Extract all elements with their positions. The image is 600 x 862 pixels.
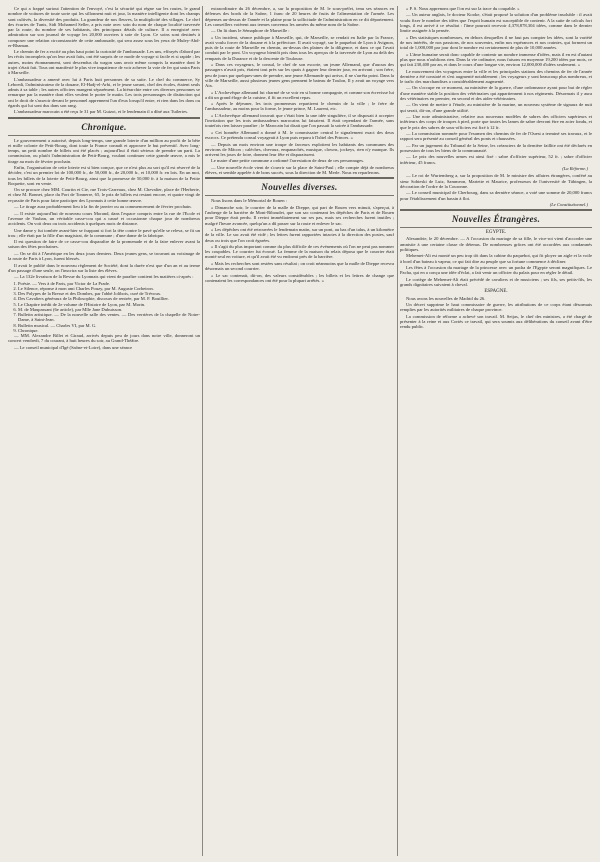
article-paragraph: « Dimanche soir, le courrier de la malle de Dieppe, qui part de Rouen vers minuit, s'aperçut, à l'auberge de la barrière de Mont-Riboudet, que son sac contenant les dépêches de Paris et de Rouen pour Dieppe était perdu. Il revint immédiatement sur ses pas, mais ses recherches furent inutiles ; malgré l'heure avancée, quelqu'un a dû passer sur la route et enlever le sac.	[205, 204, 394, 226]
article-paragraph: — Depuis un mois environ une troupe de farceurs exploitent les habitants des communes des environs de Mâcon ; calèches, chevaux, empanachés, musique, clowns, jockeys, rien n'y manque. Ils arrivent les jours de foire, donnent leur fête et disparaissent.	[205, 141, 394, 157]
list-item: 7. Bulletin artistique. — De la nouvelle salle des ventes. — Des verrières de la chapelle de Notre-Dame, à Saint-Jean.	[18, 312, 200, 323]
list-item: 6. M. de Maupassant (6e article), par Mlle Jane Dubuisson.	[18, 307, 200, 312]
article-paragraph: — Un auteur anglais, le docteur Kooke, s'était proposé la solution d'un problème insoluble : il avait voulu fixer le nombre des idées que l'esprit humain est susceptible de contenir. A la suite de calculs fort longs, il est arrivé à ce résultat : l'âme pourrait recevoir 4,378,878,304 idées, comme dans le dernier limite assignée à la pensée.	[400, 12, 592, 34]
article-paragraph: — On lit dans le Sémaphore de Marseille :	[211, 28, 290, 34]
country-heading-espagne: ESPAGNE.	[484, 289, 508, 295]
section-divider	[400, 227, 592, 228]
section-divider	[8, 117, 200, 119]
article-paragraph: — On s'occupe en ce moment, au ministère de la guerre, d'une ordonnance ayant pour but de régler d'une manière stable la position des vétérinaires qui appartiennent à nos régiments. Désormais il y aura des vétérinaires en premier, en second et des aides-vétérinaires.	[400, 85, 592, 101]
article-paragraph: L'ambassadeur marocain a été reçu le 31 par M. Guizot, et le lendemain il a dîné aux Tuileries.	[14, 109, 189, 115]
country-heading-egypte: EGYPTE.	[485, 230, 507, 236]
article-paragraph: On se procure chez MM. Courtin et Cie, rue Trois-Carreaux, chez M. Chevalier, place de l'Herberie, et chez M. Bonnet, place du Port de Tonnerre, 65, le prix de billets est restant encore, et quatre vingt de reçussite de Paris pour faire participer des Lyonnais à cette bonne œuvre.	[8, 187, 200, 203]
article-paragraph: « L'âme humaine serait donc capable de contenir un nombre immense d'idées, mais il en est d'autant plus que nous n'oublions rien. Dans la vie ordinaire, nous faisons en moyenne 19,200 idées par mois, ce qui fait 230,400 par an, et dans le cours d'une longue vie, environ 12,000,000 d'idées seulement. »	[400, 51, 592, 68]
section-title-nouvelles-diverses: Nouvelles diverses.	[261, 182, 338, 193]
article-paragraph: — Par un jugement du Tribunal de la Seine, les créanciers de la dernière faillite ont été déclarés en possession de tous les biens de la communauté.	[400, 142, 592, 153]
article-paragraph: Le cortège de Mehemet-Ali était précédé de cavaliers et de musiciens ; ses fils, ses petits-fils, les grands dignitaires suivaient à cheval.	[400, 276, 592, 287]
section-divider	[205, 195, 394, 196]
list-item: 1. Poésie. — Vers à de Paris, par Victor de La Prade.	[18, 281, 200, 286]
article-paragraph: « Mais les recherches sont restées sans résultat ; on croit néanmoins que la malle de Dieppe recevra désormais un second courrier.	[205, 260, 394, 272]
column-rule	[202, 6, 203, 856]
article-paragraph: Nous lisons dans le Mémorial de Rouen :	[211, 198, 287, 204]
article-paragraph: — On se dit à l'Amérique en les deux jours derniers. Deux jeunes gens, se trouvant au voisinage de la route de Paris à Lyon, furent blessés.	[8, 250, 200, 262]
article-paragraph: « Il s'agit du plus important comme du plus difficile de ces événements où l'on ne peut pas nommer les coupables. Le courrier fut écroué. La femme de la maison du relais déposa que le courrier était monté seul en voiture, et qu'il avait été vu endormi près de la barrière.	[205, 243, 394, 260]
list-item: 9. Chronique.	[18, 328, 200, 333]
article-paragraph: « Un incident, séance publique à Marseille, qui, de Marseille, se rendait en Italie par la France, avait voulu forcer de la douane et à la préfecture. Il avait voyagé, sur le paquebot de Lyon à Avignon, puis de la route de Marseille en chemin, au-dessus des plaines de la diligence, et dans ce qui l'avait conduit par le pont. Un voyageur bientôt pris dans tous les aperçus de la traversée de Lyon au delà des remparts de la Durance et de la descente de Toulouse.	[205, 34, 394, 61]
article-paragraph: — Le prix des nouvelles armes est ainsi fixé : sabre d'officier supérieur, 52 fr. ; sabre d'officier inférieur, 45 francs.	[400, 154, 592, 165]
article-paragraph: — Il existe aujourd'hui de nouveau cours Morand, dans l'espace compris entre la rue de l'Ecole et l'avenue de Vauban, un véritable casse-cou qui a causé et occasionne chaque jour de nombreux accidents. On voit deux ou trois accidents à quelques mois de distance.	[8, 210, 200, 227]
list-item: 2. Le Silence, réponse à mon ami Charles Pouzy, par M. Auguste Corbeiron.	[18, 286, 200, 291]
article-paragraph: « Après le déjeuner, les trois promeneurs repartirent le chemin de la ville ; le frère de l'ambassadeur, au moins pour la forme, le jeune prince, M. Laurent, etc.	[205, 101, 394, 112]
section-title-nouvelles-etrangeres: Nouvelles Étrangères.	[451, 214, 541, 225]
list-item: 4. Des Cavaliers généraux de la Philosophie, discours de rentrée, par M. F. Bouillier.	[18, 296, 200, 301]
section-divider	[205, 177, 394, 179]
section-title-chronique: Chronique.	[81, 121, 127, 132]
article-paragraph: Nous avons les nouvelles de Madrid du 26.	[406, 295, 486, 301]
article-paragraph: extraordinaire du 26 décembre, a, sur la proposition de M. le sous-préfet, tenu ses séances en défenses des bords de la Saône, 1 franc de 20 heures de fruits de l'alimentation de l'armée. Les dépenses au-dessus de l'année et la plaine pour la sollicitude de l'administration en ce dit département. Les conseillers votèrent aux termes convenus les armées du même nom de la Saône.	[205, 6, 394, 27]
source-attribution: (La Réforme.)	[562, 166, 588, 172]
article-paragraph: « Des statistiques nombreuses, en dehors desquelles il ne faut pas compter les idées, sont la variété de nos intérêts, de nos passions, de nos souvenirs, enfin nos espérances et nos craintes, qui forment un total de 1,000,000 par jour dont le nombre est certainement de plus de 10,000 années.	[400, 34, 592, 51]
article-paragraph: « P. S. Nous apprenons que l'on est sur la trace du coupable. »	[406, 6, 520, 11]
article-paragraph: Un décret supprime le haut commissaire de guerre, les attributions de ce corps étant désormais remplies par les autorités militaires de chaque province.	[400, 301, 592, 313]
article-paragraph: Le maire d'une petite commune a ordonné l'arrestation de deux de ces personnages.	[211, 158, 365, 164]
revue-contents-list	[8, 281, 200, 334]
article-paragraph: Mehemet-Ali est monté un peu trop tôt dans la cabine du paquebot, qui fit ployer un aigle et la voile à bord d'un bateau à vapeur, ce qui fait dire au peuple que sa fortune commence à décliner.	[400, 253, 592, 264]
article-paragraph: — La commission nommée pour l'examen des chemins de fer de l'Ouest a terminé ses travaux, et le rapport sera présenté au conseil général des ponts et chaussées.	[400, 131, 592, 142]
article-paragraph: — Une nouvelle école vient de s'ouvrir sur la place de Saint-Paul ; elle compte déjà de nombreux élèves, et semble appelée à de bons succès, sous la direction de M. Merle. Nous en reparlerons.	[205, 164, 394, 176]
article-paragraph: Le chemin de fer a excité au plus haut point la curiosité de l'ambassade. Les uns, effrayés d'abord par les récits incomplets qu'on leur avait faits, ont été surpris de ce mode de voyage si facile et si rapide ; les autres, moins étonnamment, sont descendus du wagon sans avoir même compris la manière dont le trajet s'était fait. Tous ont manifesté le plus vive impatience de voir achever la voie de fer qui unira Paris à Marseille.	[8, 49, 200, 76]
article-paragraph: « Le sac contenait, dit-on, des valeurs considérables ; les billets et les lettres de change que contenaient les correspondances ont été pour la plupart arrêtés. »	[205, 272, 394, 283]
article-paragraph: Enfin, l'organisation de cette loterie est si bien conçue, que ce n'est plus au sort qu'il est réservé de la décider, c'est un premier lot de 100,000 fr., de 50,000 fr., de 20,000 fr., et 10,000 fr. en lots. En un mot, tous les billets de la loterie de Petit-Bourg, ainsi que la promesse de 50,000 fr. à la maison de la Petite Roquette, sont en vente.	[8, 165, 200, 186]
article-paragraph: Le gouvernement a autorisé, depuis long-temps, une grande loterie d'un million au profit de la bête et mille colonie de Petit-Bourg, dont toute la France connaît et approuve le but préventif. Avec long-temps, un petit nombre de billets ont été placés ; aujourd'hui il était sérieux de prendre un parti. La commission, ou plutôt l'administration de Petit-Bourg, voulant continuer cette grande œuvre, a mis le tirage au mois de février prochain.	[8, 137, 200, 164]
article-paragraph: L'ambassadeur a amené avec lui à Paris huit personnes de sa suite. Le chef du commerce, Sy Leboedi, l'administrateur de la douane, El-Hadj-el-Arbi, et le jeune savant, chef des écoles, étaient seuls admis à sa table ; les autres officiers mangent séparément. La hiérarchie entre ces diverses personnes se remarque par la manière dont elles veulent le porter le matin. Les trois personnages de distinction qui ont le droit de s'asseoir devant le personnel apprennent l'un d'eux lorsqu'il entre, et rien dans les dons ou égards qui lui sont dus dans son rang.	[8, 76, 200, 108]
article-paragraph: — On vient de mettre à l'étude, au ministère de la marine, un nouveau système de signaux de nuit qui serait, dit-on, d'une grande utilité.	[400, 102, 592, 113]
source-attribution: (Le Constitutionnel.)	[549, 201, 588, 207]
article-paragraph: « L'Archevêque allemand trouvait que c'était bien la une idée singulière, il se disposait à accepter l'invitation que les trois ambassadeurs marocains lui faisaient. Il était cependant de l'armée, sans toutefois rien laisser paraître ; le Marocain lui disait que l'on passait la soirée à l'ambassade.	[205, 112, 394, 129]
article-paragraph: Alexandrie, le 20 décembre. — A l'occasion du mariage de sa fille, le vice-roi vient d'accorder une amnistie à une certaine classe de détenus. De nombreuses grâces ont été accordées aux condamnés politiques.	[400, 236, 592, 252]
column-rule	[397, 6, 398, 856]
article-paragraph: Une dame y fut tombée avant-hier se frappant si fort la tête contre le pavé qu'elle se releva, se fit un trou ; elle était par la fille d'un magistrat, de la commune ; d'une dame de la fabrique.	[8, 227, 200, 238]
article-paragraph: Ce qui a frappé surtout l'attention de l'envoyé, c'est la sécurité qui règne sur les routes, le grand nombre de voitures de toute sorte qui les sillonnent nuit et jour, la manière intelligente dont les champs sont cultivés, la diversité des produits. La grandeur de nos fleuves, la multiplicité des villages. Le chef des écuries de Tunis, Sidi Mohamed Seller, a pris note avec soin du nom de chaque localité traversée par la route, du nombre de ses habitants, des principaux détails de culture. Il a enregistré avec admiration sur son journal de voyage les 20,000 ouvriers à soie de Lyon. Ce soins sont destinés à composer une relation circonstanciée de cette ambassade, qui sera assez sous les yeux de Muley-Abd-er-Rhaman.	[8, 6, 200, 48]
article-paragraph: — Le conseil municipal de Cherbourg, dans sa dernière séance, a voté une somme de 20,000 francs pour l'établissement d'un bassin à flot.	[400, 190, 592, 201]
section-divider	[400, 209, 592, 211]
article-paragraph: « Cet honnête Allemand a donné à M. le commissaire central le signalement exact des deux escrocs. Ce prétendu consul voyageait à Lyon puis reparu à l'hôtel des Princes. »	[205, 129, 394, 141]
list-item: 8. Bulletin musical. — Charles VI, par M. G.	[18, 323, 200, 328]
article-paragraph: — Le roi de Wurtemberg a, sur la proposition de M. le ministre des affaires étrangères, conféré au sieur Sobieski de Lutz, Sammeon, Mariette et Maurice, professeurs de l'université de Tübingen, la décoration de l'ordre de la Couronne.	[400, 173, 592, 189]
column-left	[8, 6, 200, 858]
list-item: 3. Des Polypes de la Bresse et des Dombes, par l'abbé Jolibois, curé de Trévoux.	[18, 291, 200, 296]
article-paragraph: — La 132e livraison de la Revue du Lyonnais qui vient de paraître contient les matières ci-après :	[14, 274, 194, 280]
article-paragraph: Il est question de faire de ce casse-cou disparaître de la promenade et de la faire enlever avant la saison des fêtes prochaines.	[8, 239, 200, 250]
article-paragraph: « Dans ces voyageurs, le consul, le chef de son escorte, un jeune Allemand, que d'aucun des passagers n'avait pris, étaient tout près sur les quais à gagner leur dernier jour, en arrivant ; son frère, peu de jours par quelques-unes de prendre, une jeune Allemande qui arriva, il ne s'arrêta point. Dans la ville de Marseille, aussi plusieurs jeunes gens prennent le bateau de Toulon, Il y avait un voyage vers Aix.	[205, 62, 394, 89]
section-divider	[8, 135, 200, 136]
article-paragraph: Les fêtes à l'occasion du mariage de la princesse avec un pacha de l'Egypte seront magnifiques. Le Pacha, qui en a conçu une idée d'éclat, a fait venir un officier du palais pour en régler le détail.	[400, 265, 592, 276]
article-paragraph: Il avait le publié dans le nouveau règlement de Société, dont la durée n'est que d'un an et au terme d'un passage d'une seule, on l'inscrira sur la liste des élèves.	[8, 262, 200, 273]
article-paragraph: La commission de réforme a achevé son travail. M. Seijas, le chef des ministres, a été chargé de présenter à la reine et aux Cortès ce travail, qui sera soumis aux délibérations du conseil avant d'être rendu public.	[400, 313, 592, 330]
article-paragraph: — Le tirage aura probablement lieu à la fin de janvier ou au commencement de février prochain.	[14, 204, 192, 210]
article-paragraph: « Les dépêches ont été retrouvées le lendemain matin, sur un pont, au bas d'un talus, à un kilomètre de la ville. Le sac avait été vidé ; les lettres furent rapportées intactes à la direction des postes, sauf deux ou trois que l'on croit égarées.	[205, 227, 394, 243]
column-right	[400, 6, 592, 858]
article-paragraph: « L'Archevêque allemand fut charmé de se voir en si bonne compagnie, et comme son écrevisse lui a dit un grand éloge de la cuisine, il fit un excellent repas.	[205, 89, 394, 100]
column-middle	[205, 6, 394, 858]
article-paragraph: — Une note administrative, relative aux nouveaux modèles de sabres des officiers supérieurs et inférieurs des corps de troupes à pied, porte que toutes les lames de sabre devront être en acier fondu, et que le prix des sabres de sous-officiers est fixé à 12 fr.	[400, 114, 592, 130]
list-item: 5. Le Chapitre inédit de 2e volume de l'Histoire de Lyon, par M. Morin.	[18, 302, 200, 307]
article-paragraph: — MM. Alexandre Billet et Giraud, arrivés depuis peu de jours dans notre ville, donneront un concert vendredi, 7 du courant, à huit heures du soir, au Grand-Théâtre.	[8, 333, 200, 344]
article-paragraph: — Le conseil municipal d'Igé (Saône-et-Loire), dans une séance	[14, 344, 133, 350]
article-paragraph: Le mouvement des voyageurs entre la ville et les principales stations des chemins de fer de l'année dernière a été constaté et s'est augmenté notablement ; les voyageurs y sont beaucoup plus nombreux, et le trafic des marchandises a considérablement augmenté.	[400, 68, 592, 84]
